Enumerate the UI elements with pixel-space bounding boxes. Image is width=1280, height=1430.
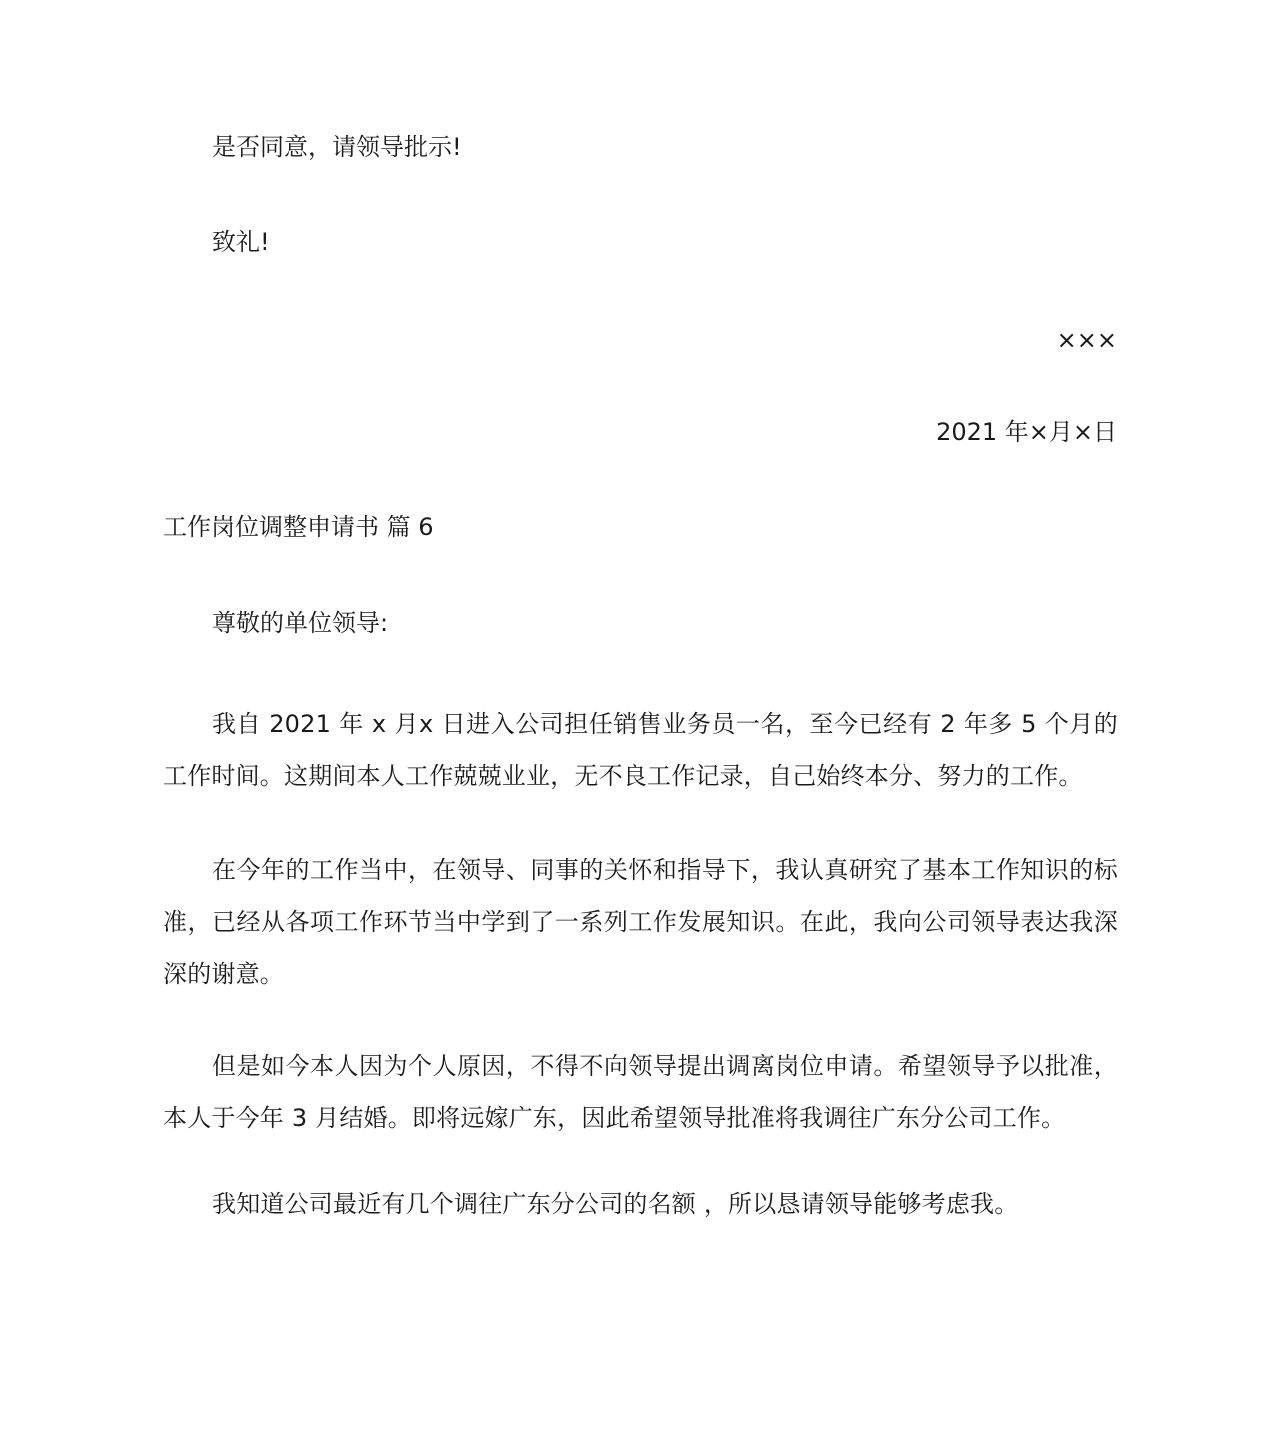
- body-paragraph-2: 在今年的工作当中，在领导、同事的关怀和指导下，我认真研究了基本工作知识的标准，已经从各项工作环节当中学到了一系列工作发展知识。在此，我向公司领导表达我深深的谢意。: [163, 856, 1118, 988]
- salutation-line: 致礼!: [212, 228, 270, 256]
- body-paragraph-3: 但是如今本人因为个人原因，不得不向领导提出调离岗位申请。希望领导予以批准，本人于今年 3 月结婚。即将远嫁广东，因此希望领导批准将我调往广东分公司工作。: [163, 1052, 1118, 1132]
- approval-request-line: 是否同意，请领导批示!: [212, 133, 462, 161]
- signature-name: ×××: [1056, 326, 1117, 354]
- section-heading: 工作岗位调整申请书 篇 6: [163, 513, 434, 541]
- greeting-line: 尊敬的单位领导:: [212, 609, 389, 637]
- body-paragraph-1: 我自 2021 年 x 月x 日进入公司担任销售业务员一名，至今已经有 2 年多 5 个月的工作时间。这期间本人工作兢兢业业，无不良工作记录，自己始终本分、努力的工作。: [163, 710, 1118, 790]
- signature-date: 2021 年×月×日: [936, 418, 1117, 446]
- body-paragraph-4: 我知道公司最近有几个调往广东分公司的名额 ，所以恳请领导能够考虑我。: [212, 1190, 1019, 1218]
